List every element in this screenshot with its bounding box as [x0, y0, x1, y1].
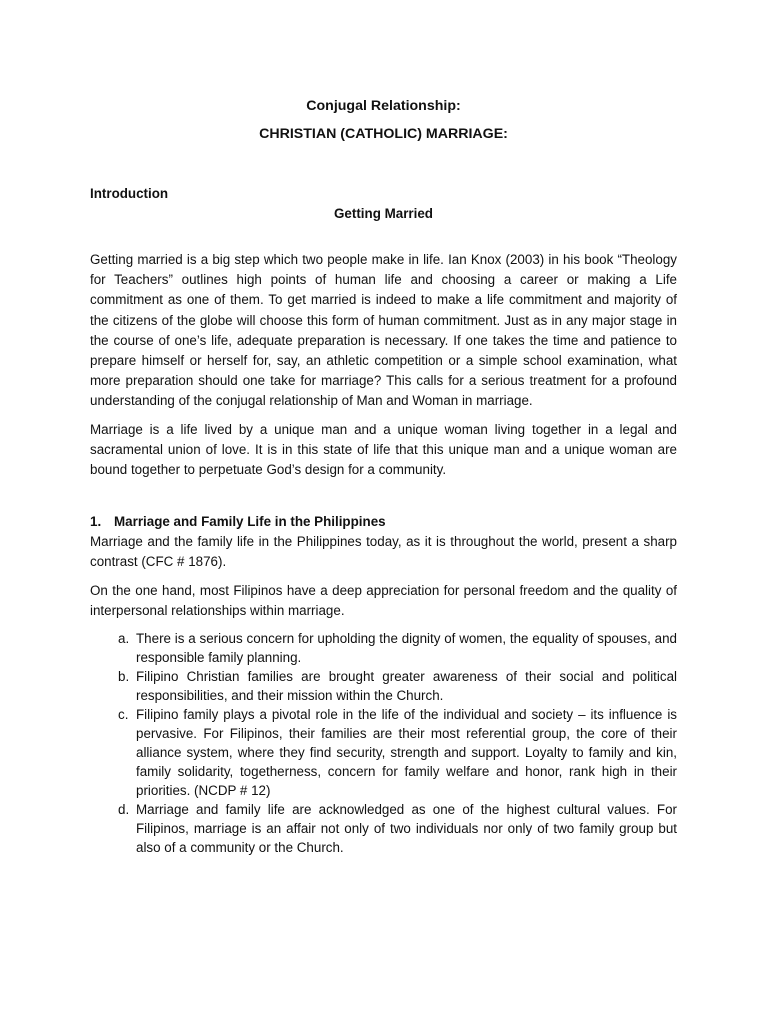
- section-1-paragraph-1: Marriage and the family life in the Philippines today, as it is throughout the world, present a sharp contrast (CFC # 1876).: [90, 534, 677, 570]
- section-1-heading: [90, 512, 677, 532]
- list-item-text: Filipino Christian families are brought greater awareness of their social and political responsibilities, and their mission within the Church.: [136, 669, 677, 704]
- list-item-text: There is a serious concern for upholding the dignity of women, the equality of spouses, and responsible family planning.: [136, 631, 677, 666]
- list-item-text: Marriage and family life are acknowledged as one of the highest cultural values. For Filipinos, marriage is an affair not only of two individuals nor only of two family group but also of a community or the Church.: [136, 802, 677, 856]
- intro-paragraph-1: Getting married is a big step which two people make in life. Ian Knox (2003) in his book “Theology for Teachers” outlines high points of human life and choosing a career or making a Life commitment as one of them. To get married is indeed to make a life commitment and majority of the citizens of the globe will choose this form of human commitment. Just as in any major stage in the course of one’s life, adequate preparation is necessary. If one takes the time and patience to prepare himself or herself for, say, an athletic competition or a simple school examination, what more preparation should one take for marriage? This calls for a serious treatment for a profound understanding of the conjugal relationship of Man and Woman in marriage.: [90, 252, 677, 409]
- list-item: [90, 705, 677, 800]
- intro-paragraph-2: Marriage is a life lived by a unique man and a unique woman living together in a legal and sacramental union of love. It is in this state of life that this unique man and a unique woman are bound together to perpetuate God’s design for a community.: [90, 421, 677, 478]
- document-subtitle: CHRISTIAN (CATHOLIC) MARRIAGE:: [259, 126, 508, 142]
- getting-married-heading: Getting Married: [334, 206, 433, 221]
- document-title: Conjugal Relationship:: [306, 98, 461, 114]
- section-1-paragraph-2: On the one hand, most Filipinos have a deep appreciation for personal freedom and the quality of interpersonal relationships within marriage.: [90, 582, 677, 618]
- document-body: [90, 96, 677, 857]
- list-item-marker: a.: [118, 631, 130, 647]
- section-1-number: 1.: [90, 514, 102, 530]
- list-item-marker: d.: [118, 802, 130, 818]
- list-item: [90, 629, 677, 667]
- section-1-title: Marriage and Family Life in the Philippines: [114, 514, 386, 530]
- list-item: [90, 800, 677, 857]
- section-1-list: [90, 629, 677, 857]
- list-item-marker: b.: [118, 669, 130, 685]
- list-item-marker: c.: [118, 707, 129, 723]
- list-item: [90, 667, 677, 705]
- list-item-text: Filipino family plays a pivotal role in the life of the individual and society – its influence is pervasive. For Filipinos, their families are their most referential group, the core of their alliance system, where they find security, strength and support. Loyalty to family and kin, family solidarity, togetherness, concern for family welfare and honor, rank high in their priorities. (NCDP # 12): [136, 707, 677, 799]
- introduction-label: Introduction: [90, 186, 169, 201]
